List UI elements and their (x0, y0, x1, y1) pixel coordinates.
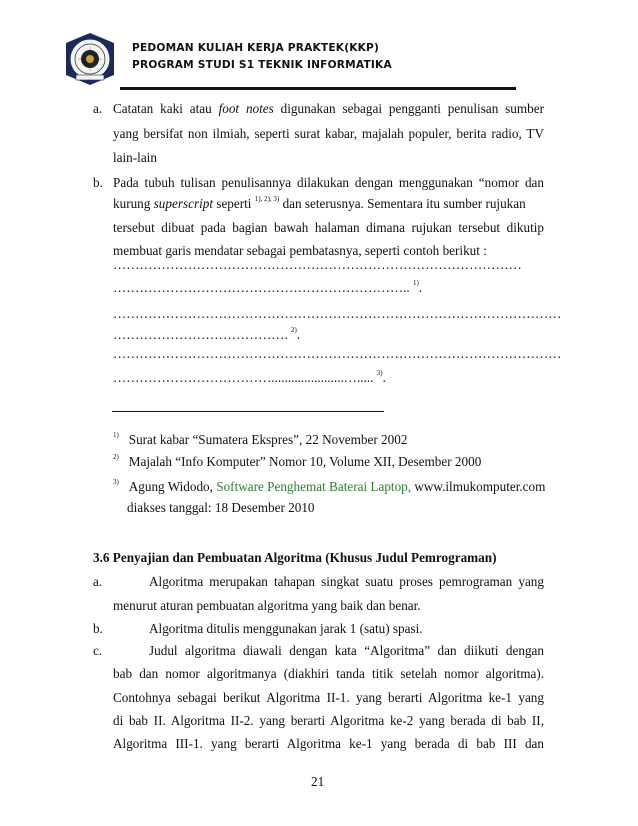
dotted-line-6: ………………………………......................…..... $^{3)}$. (113, 369, 386, 385)
footnote-3: $^{3)}$ Agung Widodo, Software Penghemat Baterai Laptop, www.ilmukomputer.com (113, 478, 546, 494)
footnote-1: $^{1)}$ Surat kabar “Sumatera Ekspres”, 22 November 2002 (113, 431, 408, 447)
dotted-line-5: ………………………………………………………………………………………… (113, 346, 562, 361)
dotted-line-3: ………………………………………………………………………………………… (113, 306, 562, 321)
item-a-line-3: lain-lain (113, 150, 157, 165)
item-b-line-1: Pada tubuh tulisan penulisannya dilakukan dengan menggunakan “nomor dan (113, 175, 544, 190)
footnote-3-title: Software Penghemat Baterai Laptop, (216, 479, 412, 494)
section-marker-c: c. (93, 643, 103, 658)
section-a-line-2: menurut aturan pembuatan algoritma yang baik dan benar. (113, 598, 421, 613)
section-c-line-2: bab dan nomor algoritmanya (diakhiri tanda titik setelah nomor algoritma). (113, 666, 544, 681)
page-number: 21 (311, 774, 325, 789)
university-seal-logo (62, 31, 118, 87)
item-a-line-2: yang bersifat non ilmiah, seperti surat kabar, majalah populer, berita radio, TV (113, 126, 544, 141)
dotted-line-4: …………………………………. $^{2)}$. (113, 326, 301, 342)
header-subtitle: PROGRAM STUDI S1 TEKNIK INFORMATIKA (132, 59, 392, 71)
footnote-3-line-2: diakses tanggal: 18 Desember 2010 (127, 500, 315, 515)
section-a-line-1: Algoritma merupakan tahapan singkat suatu proses pemrograman yang (149, 574, 544, 589)
footnote-separator (112, 411, 384, 412)
section-b-line-1: Algoritma ditulis menggunakan jarak 1 (satu) spasi. (149, 621, 423, 636)
item-b-line-3: tersebut dibuat pada bagian bawah halaman dimana rujukan tersebut dikutip (113, 220, 544, 235)
item-b-line-2: kurung superscript seperti $^{1), 2), 3)}$ dan seterusnya. Sementara itu sumber rujukan (113, 195, 526, 211)
dotted-line-1: ………………………………………………………………………………… (113, 257, 522, 272)
section-marker-a: a. (93, 574, 103, 589)
section-c-line-3: Contohnya sebagai berikut Algoritma II-1. yang berarti Algoritma ke-1 yang (113, 690, 544, 705)
section-c-line-1: Judul algoritma diawali dengan kata “Algoritma” dan diikuti dengan (149, 643, 544, 658)
item-b-line-4: membuat garis mendatar sebagai pembatasnya, seperti contoh berikut : (113, 243, 487, 258)
footnote-2: $^{2)}$ Majalah “Info Komputer” Nomor 10, Volume XII, Desember 2000 (113, 453, 482, 469)
section-marker-b: b. (93, 621, 103, 636)
section-heading: 3.6 Penyajian dan Pembuatan Algoritma (Khusus Judul Pemrograman) (93, 550, 497, 565)
item-a-line-1: Catatan kaki atau foot notes digunakan sebagai pengganti penulisan sumber (113, 101, 544, 116)
header-title: PEDOMAN KULIAH KERJA PRAKTEK(KKP) (132, 42, 380, 54)
list-marker-a: a. (93, 101, 103, 116)
dotted-line-2: ………………………………………………………….. $^{1)}$. (113, 279, 423, 295)
section-c-line-4: di bab II. Algoritma II-2. yang berarti Algoritma ke-2 yang berada di bab II, (113, 713, 544, 728)
section-c-line-5: Algoritma III-1. yang berarti Algoritma ke-1 yang berada di bab III dan (113, 736, 544, 751)
header-divider (120, 87, 516, 90)
list-marker-b: b. (93, 175, 103, 190)
